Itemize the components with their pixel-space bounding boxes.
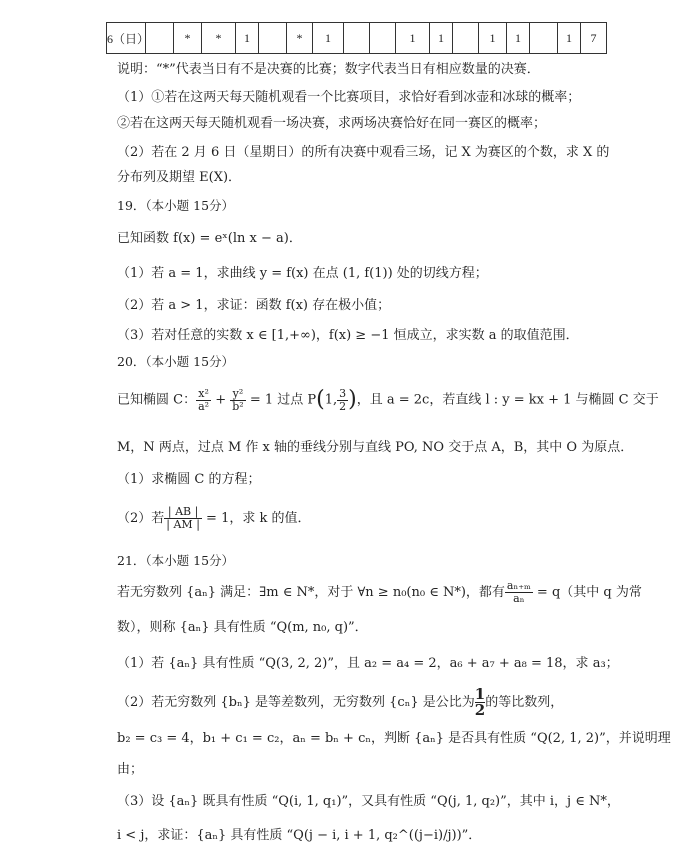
problem-21-part-3: （3）设 {aₙ} 既具有性质 “Q(i, 1, q₁)”，又具有性质 “Q(j, 1, q₂)”，其中 i，j ∈ N*， bbox=[117, 794, 620, 809]
part-2-suffix: = 1，求 k 的值． bbox=[201, 511, 311, 526]
problem-21-part-2 bbox=[117, 686, 563, 720]
fraction-denominator: a² bbox=[198, 399, 210, 413]
fraction-numerator: | AB | bbox=[164, 506, 202, 519]
schedule-cell bbox=[530, 23, 558, 54]
schedule-cell: 1 bbox=[396, 23, 430, 54]
schedule-cell bbox=[146, 23, 174, 54]
problem-20-given-2: M，N 两点，过点 M 作 x 轴的垂线分别与直线 PO, NO 交于点 A，B，其中 O 为原点． bbox=[117, 440, 634, 455]
part-2-prefix: （2）若无穷数列 {bₙ} 是等差数列，无穷数列 {cₙ} 是公比为 bbox=[117, 695, 475, 710]
schedule-cell: * bbox=[174, 23, 202, 54]
problem-21-part-1: （1）若 {aₙ} 具有性质 “Q(3, 2, 2)”，且 a₂ = a₄ = 2，a₆ + a₇ + a₈ = 18，求 a₃； bbox=[117, 656, 619, 671]
fraction-numerator: x² bbox=[196, 388, 211, 401]
schedule-cell: 7 bbox=[581, 23, 607, 54]
problem-19-part-3: （3）若对任意的实数 x ∈ [1,+∞)，f(x) ≥ −1 恒成立，求实数 a 的取值范围． bbox=[117, 328, 579, 343]
part-2-prefix: （2）若 bbox=[117, 511, 165, 526]
fraction-three-halves bbox=[337, 388, 348, 413]
problem-21-given bbox=[117, 576, 642, 610]
problem-19-part-1: （1）若 a = 1，求曲线 y = f(x) 在点 (1, f(1)) 处的切线方程； bbox=[117, 266, 488, 281]
schedule-cell: 1 bbox=[313, 23, 344, 54]
problem-20-heading: 20．（本小题 15分） bbox=[117, 354, 235, 369]
problem-19-given: 已知函数 f(x) = eˣ(ln x − a)． bbox=[117, 231, 302, 246]
part-2-suffix: 的等比数列， bbox=[485, 695, 564, 710]
schedule-table-row bbox=[106, 22, 607, 54]
note-line: 说明：“*”代表当日有不是决赛的比赛；数字代表当日有相应数量的决赛． bbox=[117, 62, 540, 77]
schedule-cell: 1 bbox=[558, 23, 581, 54]
ellipse-given-suffix: ，且 a = 2c，若直线 l : y = kx + 1 与椭圆 C 交于 bbox=[356, 392, 659, 408]
problem-20-part-2 bbox=[117, 502, 310, 536]
sequence-given-prefix: 若无穷数列 {aₙ} 满足：∃m ∈ N*，对于 ∀n ≥ n₀(n₀ ∈ N*)，都有 bbox=[117, 585, 505, 600]
ellipse-given-prefix: 已知椭圆 C： bbox=[117, 392, 197, 408]
fraction-numerator: 3 bbox=[339, 386, 347, 400]
schedule-cell: 1 bbox=[430, 23, 453, 54]
ellipse-given-middle: = 1 过点 P bbox=[245, 392, 317, 408]
question-2-line-2: 分布列及期望 E(X)． bbox=[117, 170, 242, 185]
problem-21-part-2-conditions: b₂ = c₃ = 4，b₁ + c₁ = c₂，aₙ = bₙ + cₙ，判断 {aₙ} 是否具有性质 “Q(2, 1, 2)”，并说明理 bbox=[117, 731, 671, 746]
plus-sign: + bbox=[211, 392, 231, 408]
sequence-given-suffix: = q（其中 q 为常 bbox=[532, 585, 642, 600]
problem-21-heading: 21．（本小题 15分） bbox=[117, 553, 235, 568]
table-row bbox=[107, 23, 607, 54]
fraction-numerator: y² bbox=[230, 388, 245, 401]
fraction-denominator: b² bbox=[232, 399, 244, 413]
fraction-ab-over-am bbox=[164, 506, 202, 531]
schedule-cell bbox=[259, 23, 287, 54]
question-1-part-2: ②若在这两天每天随机观看一场决赛，求两场决赛恰好在同一赛区的概率； bbox=[117, 116, 547, 131]
schedule-cell: 1 bbox=[236, 23, 259, 54]
fraction-y-over-b bbox=[230, 388, 245, 413]
problem-21-part-3-claim: i < j，求证：{aₙ} 具有性质 “Q(j − i, i + 1, q₂^((j−i)/j))”． bbox=[117, 828, 482, 843]
left-paren: ( bbox=[316, 387, 325, 412]
problem-19-heading: 19．（本小题 15分） bbox=[117, 198, 235, 213]
schedule-cell: 1 bbox=[479, 23, 507, 54]
point-x: 1, bbox=[324, 392, 338, 408]
schedule-cell bbox=[370, 23, 396, 54]
fraction-denominator: 2 bbox=[474, 701, 486, 719]
fraction-denominator: | AM | bbox=[166, 518, 200, 531]
problem-21-part-2-end: 由； bbox=[117, 762, 144, 777]
problem-19-part-2: （2）若 a > 1，求证：函数 f(x) 存在极小值； bbox=[117, 298, 391, 313]
schedule-cell: * bbox=[202, 23, 236, 54]
fraction-ratio bbox=[505, 580, 533, 605]
fraction-numerator: aₙ₊ₘ bbox=[506, 579, 531, 592]
fraction-x-over-a bbox=[196, 388, 211, 413]
schedule-cell: * bbox=[287, 23, 313, 54]
problem-21-given-2: 数），则称 {aₙ} 具有性质 “Q(m, n₀, q)”． bbox=[117, 620, 368, 635]
question-1-part-1: （1）①若在这两天每天随机观看一个比赛项目，求恰好看到冰壶和冰球的概率； bbox=[117, 90, 581, 105]
schedule-cell bbox=[453, 23, 479, 54]
fraction-numerator: 1 bbox=[474, 685, 486, 703]
problem-20-part-1: （1）求椭圆 C 的方程； bbox=[117, 472, 261, 487]
fraction-one-half bbox=[475, 687, 485, 718]
right-paren: ) bbox=[348, 387, 357, 412]
fraction-denominator: aₙ bbox=[513, 592, 525, 605]
row-label-cell: 6（日） bbox=[107, 23, 146, 54]
question-2-line-1: （2）若在 2 月 6 日（星期日）的所有决赛中观看三场，记 X 为赛区的个数，求 X 的 bbox=[117, 145, 610, 160]
problem-20-given bbox=[117, 383, 659, 418]
fraction-denominator: 2 bbox=[339, 399, 347, 413]
schedule-cell bbox=[344, 23, 370, 54]
schedule-cell: 1 bbox=[507, 23, 530, 54]
